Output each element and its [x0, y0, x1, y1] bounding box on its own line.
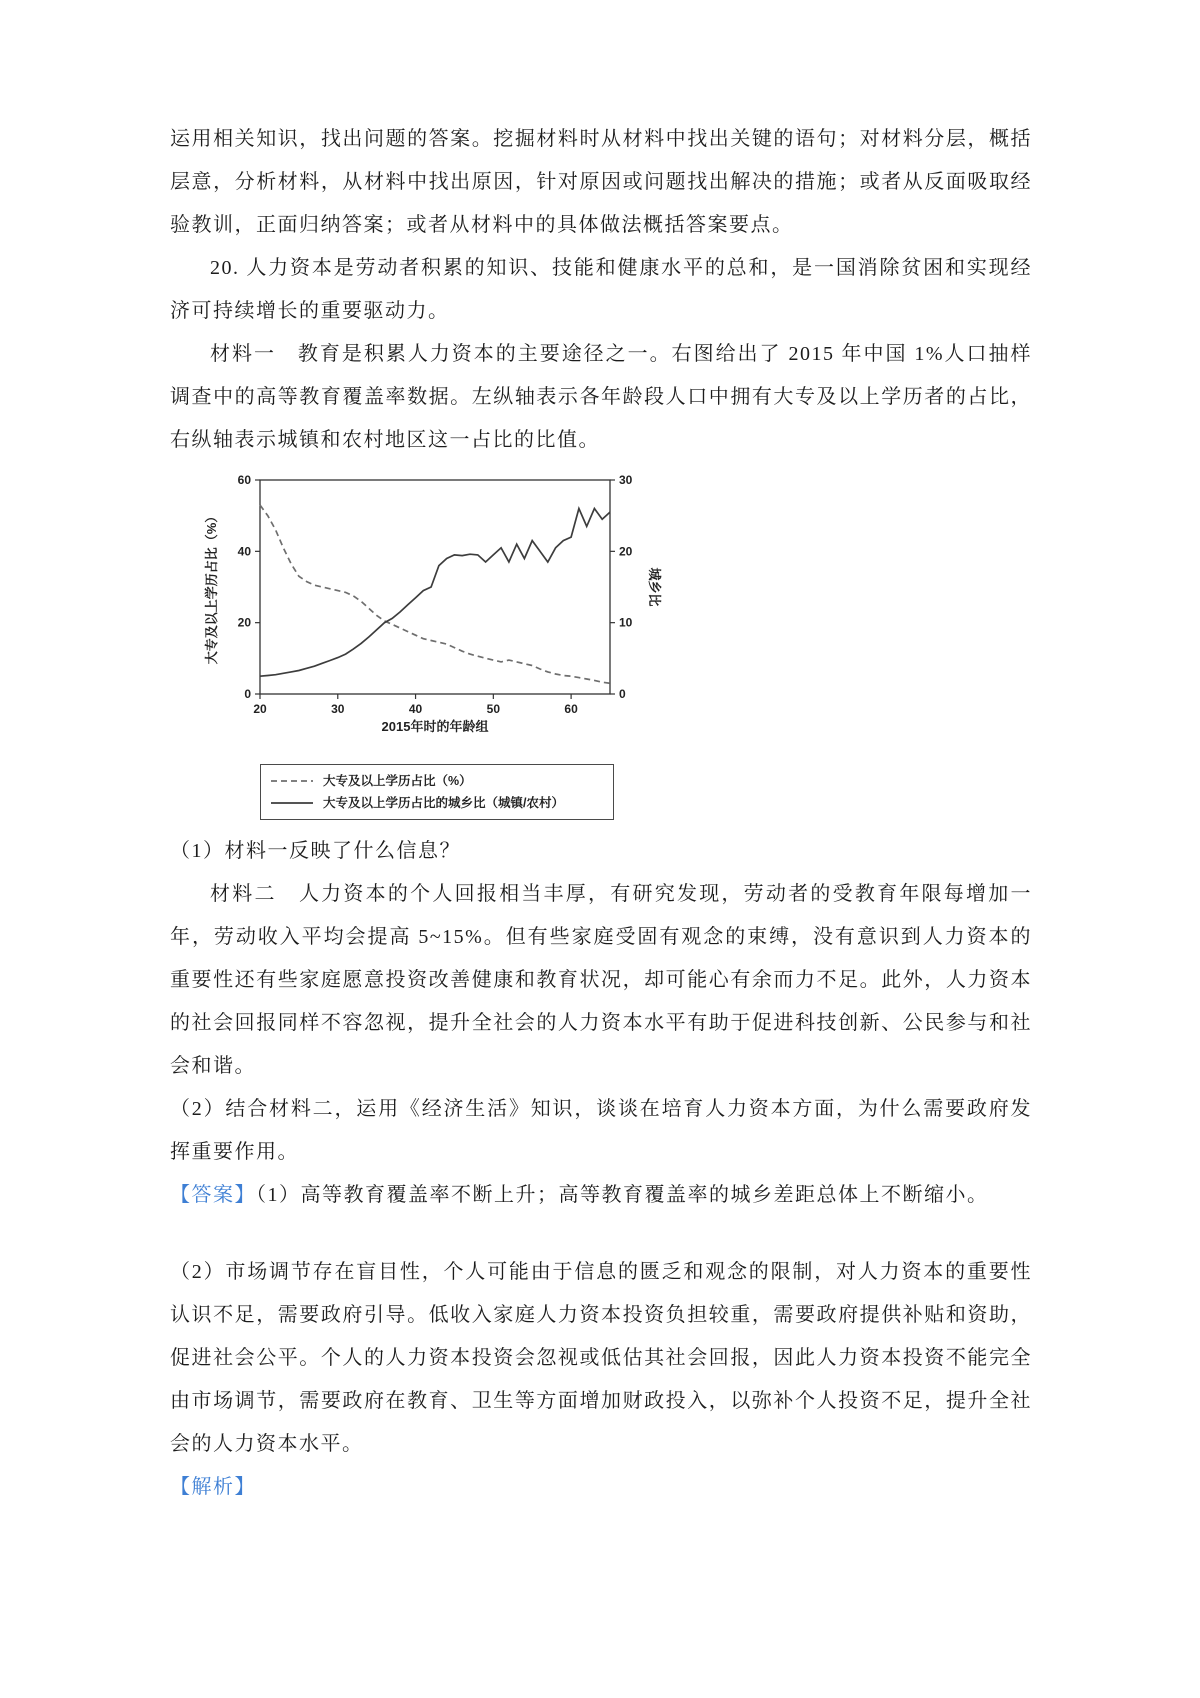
- dashed-line-sample-icon: [269, 775, 315, 787]
- svg-text:20: 20: [253, 702, 267, 716]
- question-20-paragraph: 20. 人力资本是劳动者积累的知识、技能和健康水平的总和，是一国消除贫困和实现经济可持续增长的重要驱动力。: [170, 257, 1032, 322]
- x-axis-title: 2015年时的年龄组: [381, 719, 489, 734]
- solid-line-sample-icon: [269, 797, 315, 809]
- legend-label-solid: 大专及以上学历占比的城乡比（城镇/农村）: [323, 795, 564, 810]
- svg-text:0: 0: [619, 687, 626, 701]
- chart-figure: [198, 470, 670, 820]
- answer-label: 【答案】: [170, 1184, 256, 1206]
- answer-paragraph-1: [170, 1174, 1032, 1217]
- svg-text:60: 60: [564, 702, 578, 716]
- svg-text:20: 20: [619, 544, 633, 559]
- svg-text:40: 40: [237, 544, 251, 559]
- left-axis-title: 大专及以上学历占比（%）: [204, 509, 219, 665]
- legend-item-solid: [269, 792, 605, 814]
- education-coverage-chart: [198, 470, 670, 740]
- intro-paragraph: 运用相关知识，找出问题的答案。挖掘材料时从材料中找出关键的语句；对材料分层，概括层意，分析材料，从材料中找出原因，针对原因或问题找出解决的措施；或者从反面吸取经验教训，正面归纳答案；或者从材料中的具体做法概括答案要点。: [170, 128, 1032, 236]
- svg-text:0: 0: [244, 687, 251, 701]
- legend-label-dashed: 大专及以上学历占比（%）: [323, 773, 472, 788]
- analysis-paragraph: [170, 1466, 1032, 1509]
- svg-text:30: 30: [331, 702, 345, 716]
- sub-question-2-paragraph: （2）结合材料二，运用《经济生活》知识，谈谈在培育人力资本方面，为什么需要政府发挥重要作用。: [170, 1098, 1032, 1163]
- answer-paragraph-2: （2）市场调节存在盲目性，个人可能由于信息的匮乏和观念的限制，对人力资本的重要性认识不足，需要政府引导。低收入家庭人力资本投资负担较重，需要政府提供补贴和资助，促进社会公平。个人的人力资本投资会忽视或低估其社会回报，因此人力资本投资不能完全由市场调节，需要政府在教育、卫生等方面增加财政投入，以弥补个人投资不足，提升全社会的人力资本水平。: [170, 1261, 1032, 1455]
- answer-1-text: （1）高等教育覆盖率不断上升；高等教育覆盖率的城乡差距总体上不断缩小。: [256, 1184, 989, 1206]
- svg-text:10: 10: [619, 615, 633, 630]
- svg-text:50: 50: [486, 702, 501, 716]
- chart-legend: [260, 764, 614, 820]
- svg-text:60: 60: [237, 473, 251, 487]
- right-axis-title: 城乡比: [647, 567, 662, 607]
- svg-text:20: 20: [237, 615, 251, 630]
- svg-text:40: 40: [408, 702, 423, 716]
- document-body: [170, 0, 1032, 1509]
- material-2-paragraph: 材料二 人力资本的个人回报相当丰厚，有研究发现，劳动者的受教育年限每增加一年，劳动收入平均会提高 5~15%。但有些家庭受固有观念的束缚，没有意识到人力资本的重要性还有些家庭愿意投资改善健康和教育状况，却可能心有余而力不足。此外，人力资本的社会回报同样不容忽视，提升全社会的人力资本水平有助于促进科技创新、公民参与和社会和谐。: [170, 883, 1032, 1077]
- analysis-label: 【解析】: [170, 1476, 256, 1498]
- svg-text:30: 30: [619, 473, 633, 487]
- sub-question-1-paragraph: （1）材料一反映了什么信息？: [170, 840, 461, 862]
- material-1-paragraph: 材料一 教育是积累人力资本的主要途径之一。右图给出了 2015 年中国 1%人口抽样调查中的高等教育覆盖率数据。左纵轴表示各年龄段人口中拥有大专及以上学历者的占比，右纵轴表示城镇和农村地区这一占比的比值。: [170, 343, 1032, 451]
